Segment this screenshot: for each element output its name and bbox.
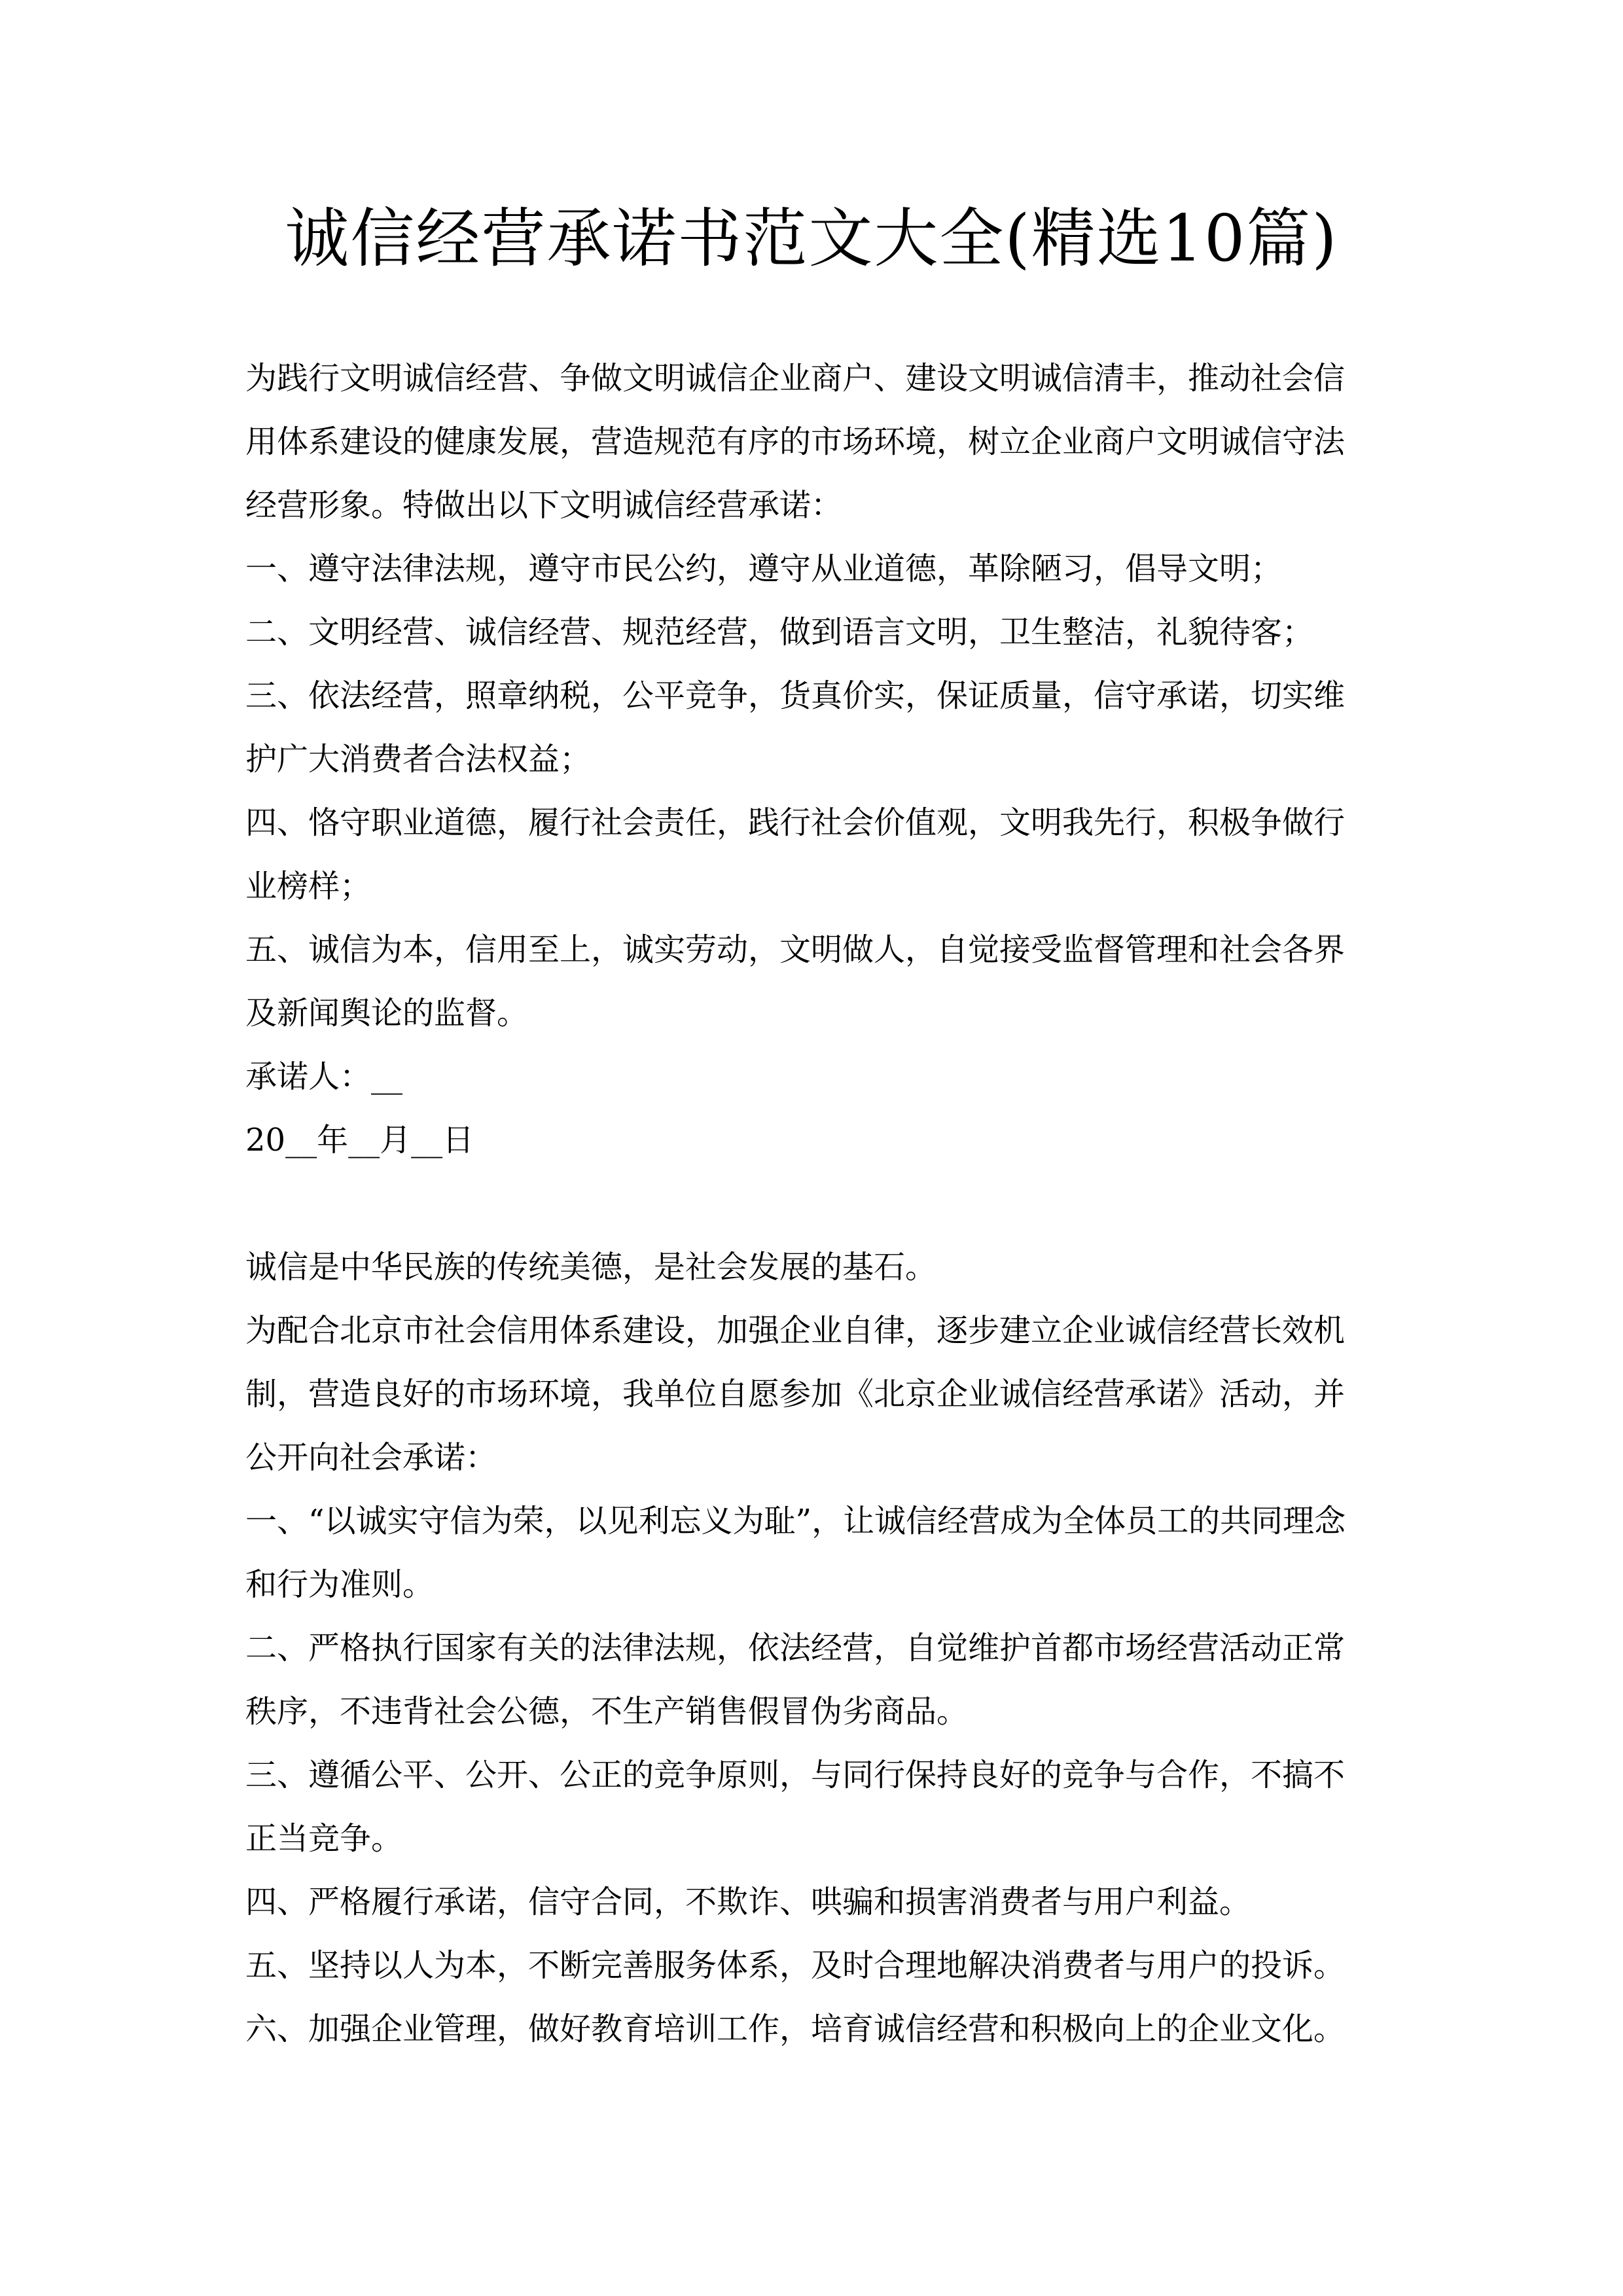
text-line: 五、诚信为本，信用至上，诚实劳动，文明做人，自觉接受监督管理和社会各界: [245, 931, 1346, 968]
commitment-section-1: [245, 347, 1423, 1172]
text-line: 四、严格履行承诺，信守合同，不欺诈、哄骗和损害消费者与用户利益。: [245, 1884, 1251, 1920]
date-line: 20__年__月__日: [245, 1122, 474, 1158]
text-line: 诚信是中华民族的传统美德，是社会发展的基石。: [245, 1249, 937, 1285]
text-line: 业榜样；: [245, 868, 372, 905]
blank-line: [245, 1172, 1423, 1236]
document-title: 诚信经营承诺书范文大全(精选10篇): [285, 202, 1338, 276]
text-line: 用体系建设的健康发展，营造规范有序的市场环境，树立企业商户文明诚信守法: [245, 423, 1346, 460]
text-line: 制，营造良好的市场环境，我单位自愿参加《北京企业诚信经营承诺》活动，并: [245, 1376, 1346, 1412]
text-line: 秩序，不违背社会公德，不生产销售假冒伪劣商品。: [245, 1693, 969, 1730]
text-line: 及新闻舆论的监督。: [245, 995, 529, 1031]
text-line: 公开向社会承诺：: [245, 1439, 497, 1476]
text-line: 为践行文明诚信经营、争做文明诚信企业商户、建设文明诚信清丰，推动社会信: [245, 360, 1346, 397]
text-line: 四、恪守职业道德，履行社会责任，践行社会价值观，文明我先行，积极争做行: [245, 804, 1346, 841]
document-body: [245, 347, 1423, 2061]
text-line: 经营形象。特做出以下文明诚信经营承诺：: [245, 487, 843, 524]
text-line: 一、“以诚实守信为荣，以见利忘义为耻”，让诚信经营成为全体员工的共同理念: [245, 1503, 1346, 1539]
text-line: 五、坚持以人为本，不断完善服务体系，及时合理地解决消费者与用户的投诉。: [245, 1947, 1346, 1984]
signatory-line: 承诺人：__: [245, 1058, 403, 1095]
text-line: 三、遵循公平、公开、公正的竞争原则，与同行保持良好的竞争与合作，不搞不: [245, 1757, 1346, 1793]
text-line: 二、文明经营、诚信经营、规范经营，做到语言文明，卫生整洁，礼貌待客；: [245, 614, 1314, 651]
text-line: 三、依法经营，照章纳税，公平竞争，货真价实，保证质量，信守承诺，切实维: [245, 677, 1346, 714]
text-line: 六、加强企业管理，做好教育培训工作，培育诚信经营和积极向上的企业文化。: [245, 2011, 1346, 2047]
commitment-section-2: [245, 1236, 1423, 2061]
text-line: 二、严格执行国家有关的法律法规，依法经营，自觉维护首都市场经营活动正常: [245, 1630, 1346, 1666]
text-line: 一、遵守法律法规，遵守市民公约，遵守从业道德，革除陋习，倡导文明；: [245, 550, 1283, 587]
text-line: 护广大消费者合法权益；: [245, 741, 592, 778]
text-line: 正当竞争。: [245, 1820, 403, 1857]
text-line: 和行为准则。: [245, 1566, 435, 1603]
text-line: 为配合北京市社会信用体系建设，加强企业自律，逐步建立企业诚信经营长效机: [245, 1312, 1346, 1349]
